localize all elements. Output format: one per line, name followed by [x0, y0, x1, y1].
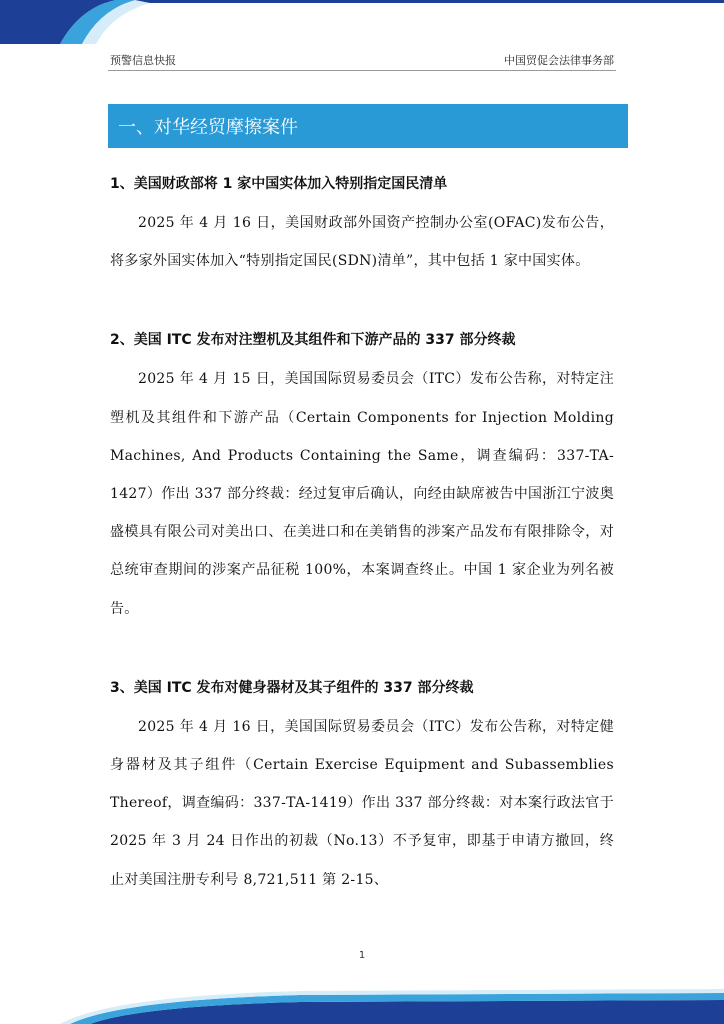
page-number: 1 — [358, 950, 366, 961]
header-right-org: 中国贸促会法律事务部 — [504, 54, 614, 67]
header-decoration — [0, 0, 724, 44]
header-divider — [108, 70, 616, 71]
item-heading-2: 2、美国 ITC 发布对注塑机及其组件和下游产品的 337 部分终裁 — [110, 332, 516, 349]
footer-decoration — [0, 984, 724, 1024]
section-title: 一、对华经贸摩擦案件 — [118, 117, 298, 138]
item-heading-1: 1、美国财政部将 1 家中国实体加入特别指定国民清单 — [110, 176, 448, 192]
item-heading-3: 3、美国 ITC 发布对健身器材及其子组件的 337 部分终裁 — [110, 679, 474, 696]
item-body-3: 2025 年 4 月 16 日，美国国际贸易委员会（ITC）发布公告称，对特定健身器材及其子组件（Certain Exercise Equipment and Subassemblies Thereof，调查编码：337-TA-1419）作出 337 部分终裁：对本案行政法官于 2025 年 3 月 24 日作出的初裁（No.13）不予复审，即基于申请方撤回，终止对美国注册专利号 8,721,511 第 2-15、 — [110, 718, 614, 888]
section-title-bar — [108, 104, 628, 148]
document-body — [110, 164, 614, 899]
item-body-2: 2025 年 4 月 15 日，美国国际贸易委员会（ITC）发布公告称，对特定注塑机及其组件和下游产品（Certain Components for Injection Molding Machines, And Products Containing the Same，调查编码：337-TA-1427）作出 337 部分终裁：经过复审后确认，向经由缺席被告中国浙江宁波奥盛模具有限公司对美出口、在美进口和在美销售的涉案产品发布有限排除令，对总统审查期间的涉案产品征税 100%，本案调查终止。中国 1 家企业为列名被告。 — [110, 371, 614, 617]
header-left-title: 预警信息快报 — [110, 54, 176, 67]
item-body-1: 2025 年 4 月 16 日，美国财政部外国资产控制办公室(OFAC)发布公告，将多家外国实体加入“特别指定国民(SDN)清单”，其中包括 1 家中国实体。 — [110, 215, 614, 270]
